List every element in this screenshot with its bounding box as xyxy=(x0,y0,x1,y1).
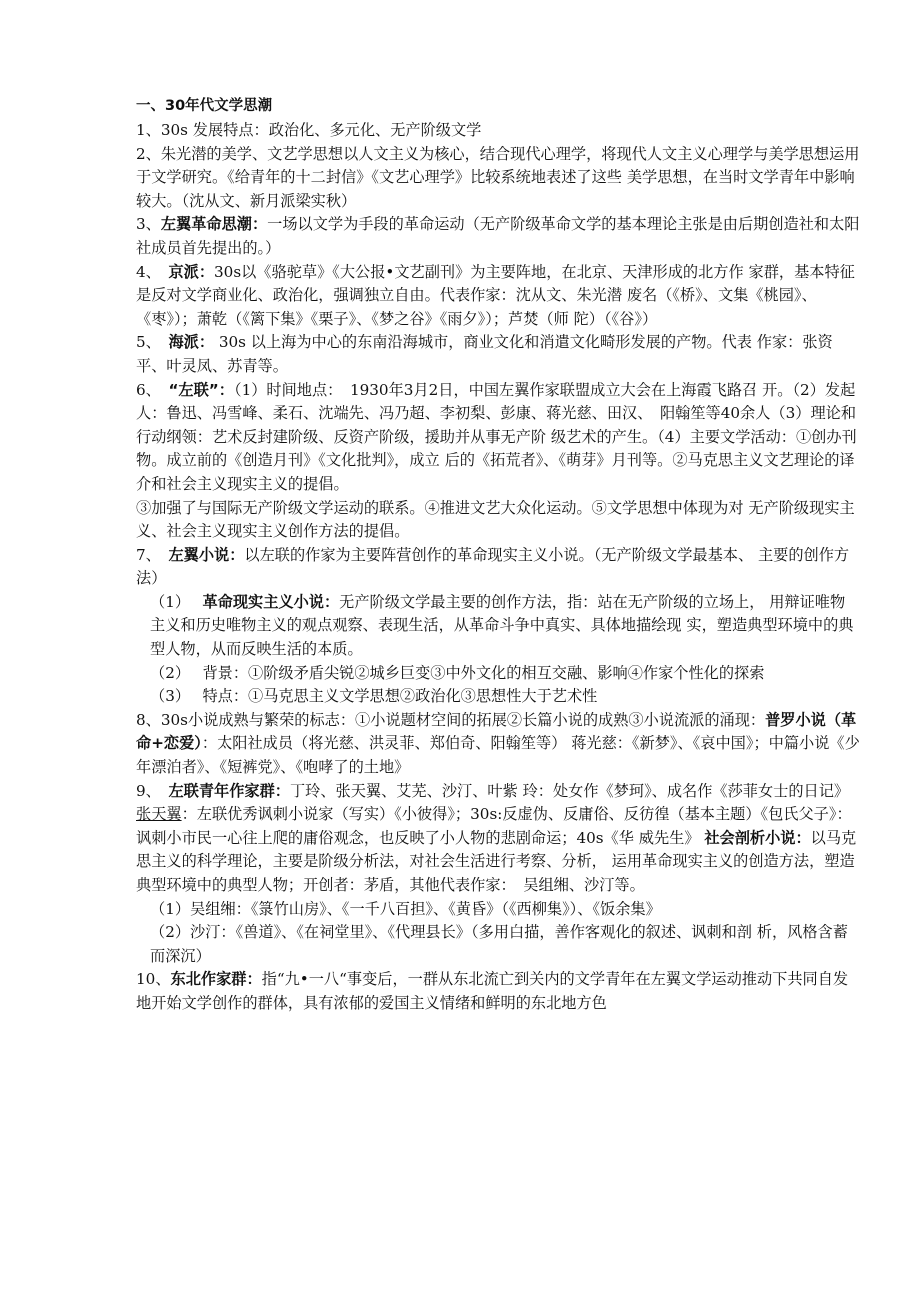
item-7-sub-1 xyxy=(136,591,860,662)
item-number: 5、 xyxy=(136,333,169,352)
item-number: 7、 xyxy=(136,545,169,564)
item-text-rest: 以马克思主义的科学理论，主要是阶级分析法，对社会生活进行考察、分析， 运用革命现实主义的创造方法，塑造典型环境中的典型人物；开创者：茅盾，其他代表作家： 吴组缃、沙汀等。 xyxy=(136,828,857,894)
item-text: 无产阶级文学最主要的创作方法，指：站在无产阶级的立场上， 用辩证唯物主义和历史唯物主义的观点观察、表现生活，从革命斗争中真实、具体地描绘现 实，塑造典型环境中的典型人物，从而反映生活的本质。 xyxy=(150,592,854,659)
wu-zuxiang-item: （1）吴组缃：《箓竹山房》、《一千八百担》、《黄昏》（《西柳集》）、《饭余集》 xyxy=(150,899,661,918)
item-number: （1） xyxy=(150,592,203,611)
item-text-rest: ：太阳社成员（将光慈、洪灵菲、郑伯奇、阳翰笙等） 蒋光慈：《新梦》、《哀中国》；中篇小说《少年漂泊者》、《短裤党》、《咆哮了的土地》 xyxy=(136,734,860,777)
term-northeast-writers: 东北作家群： xyxy=(170,970,262,989)
item-text: 以左联的作家为主要阵营创作的革命现实主义小说。（无产阶级文学最基本、 主要的创作方法） xyxy=(136,545,850,588)
term-haipai: 海派： xyxy=(168,333,215,352)
term-jingpai: 京派： xyxy=(168,262,215,281)
item-7 xyxy=(136,544,860,591)
item-text: （1）时间地点： 1930年3月2日，中国左翼作家联盟成立大会在上海霞飞路召 开。（2）发起人：鲁迅、冯雪峰、柔石、沈端先、冯乃超、李初梨、彭康、蒋光慈、田汉、 阳翰笙等40余人（3）理论和行动纲领：艺术反封建阶级、反资产阶级，援助并从事无产阶 级艺术的产生。（4）主要文学活动：①创办刊物。成立前的《创造月刊》《文化批判》，成立 后的《拓荒者》、《萌芽》月刊等。②马克思主义文艺理论的译介和社会主义现实主义的提倡。 xyxy=(136,380,857,493)
item-text: 一场以文学为手段的革命运动（无产阶级革命文学的基本理论主张是由后期创造社和太阳社成员首先提出的。） xyxy=(136,215,860,257)
item-5 xyxy=(136,331,860,378)
item-text: ：左联优秀讽刺小说家（写实）《小彼得》；30s:反虚伪、反庸俗、反彷徨（基本主题）《包氏父子》：讽刺小市民一心往上爬的庸俗观念，也反映了小人物的悲剧命运；40s《华 威先生》 xyxy=(136,805,852,847)
item-number: 9、 xyxy=(136,781,169,800)
item-number: 4、 xyxy=(136,262,169,281)
item-text: 30s以《骆驼草》《大公报•文艺副刊》为主要阵地，在北京、天津形成的北方作 家群，基本特征是反对文学商业化、政治化，强调独立自由。代表作家：沈从文、朱光潜 废名（《桥》、文集《桃园》、《枣》）；萧乾（《篱下集》《栗子》、《梦之谷》《雨夕》）；芦焚（师 陀）（《谷》） xyxy=(136,262,855,328)
item-text: 丁玲、张天翼、艾芜、沙汀、叶紫 玲：处女作《梦珂》、成名作《莎菲女士的日记》 xyxy=(289,781,850,800)
term-proletarian-novel: 普罗小说（革命+恋爱） xyxy=(136,710,857,753)
item-number: 6、 xyxy=(136,380,169,399)
item-7-sub-2: （2） 背景：①阶级矛盾尖锐②城乡巨变③中外文化的相互交融、影响④作家个性化的探索 xyxy=(150,663,765,682)
term-zuolian: “左联”： xyxy=(168,380,234,399)
item-7-sub-3: （3） 特点：①马克思主义文学思想②政治化③思想性大于艺术性 xyxy=(150,687,598,706)
term-left-wing-thought: 左翼革命思潮： xyxy=(160,215,268,234)
item-text: 8、30s小说成熟与繁荣的标志：①小说题材空间的拓展②长篇小说的成熟③小说流派的涌现： xyxy=(136,710,766,729)
item-text: 指“九•一八“事变后，一群从东北流亡到关内的文学青年在左翼文学运动推动下共同自发地开始文学创作的群体，具有浓郁的爱国主义情绪和鲜明的东北地方色 xyxy=(136,970,849,1012)
item-8 xyxy=(136,709,860,780)
item-1: 1、30s 发展特点：政治化、多元化、无产阶级文学 xyxy=(136,121,482,139)
zhang-tianyi-paragraph xyxy=(136,803,860,897)
zhang-tianyi-name: 张天翼 xyxy=(136,805,182,824)
term-revolutionary-realism: 革命现实主义小说： xyxy=(202,592,340,611)
term-young-writers: 左联青年作家群： xyxy=(168,781,290,800)
item-10 xyxy=(136,968,860,1015)
item-text: 30s 以上海为中心的东南沿海城市，商业文化和消遣文化畸形发展的产物。代表 作家：张资平、叶灵凤、苏青等。 xyxy=(136,333,833,375)
term-left-wing-novel: 左翼小说： xyxy=(168,545,245,564)
term-social-analysis-novel: 社会剖析小说： xyxy=(704,828,811,847)
item-2: 2、朱光潜的美学、文艺学思想以人文主义为核心，结合现代心理学，将现代人文主义心理学与美学思想运用于文学研究。《给青年的十二封信》《文艺心理学》比较系统地表述了这些 美学思想，在当时文学青年中影响较大。（沈从文、新月派梁实秋） xyxy=(136,144,860,210)
section-title: 一、30年代文学思潮 xyxy=(136,98,273,114)
item-3 xyxy=(136,213,860,260)
item-9 xyxy=(136,780,860,804)
item-number: 3、 xyxy=(136,215,161,234)
item-number: 10、 xyxy=(136,970,171,989)
sha-ting-item: （2）沙汀：《兽道》、《在祠堂里》、《代理县长》（多用白描，善作客观化的叙述、讽刺和剖 析，风格含蓄而深沉） xyxy=(150,923,848,965)
item-6 xyxy=(136,379,860,497)
item-6-continued: ③加强了与国际无产阶级文学运动的联系。④推进文艺大众化运动。⑤文学思想中体现为对 无产阶级现实主义、社会主义现实主义创作方法的提倡。 xyxy=(136,498,855,541)
item-4 xyxy=(136,261,860,332)
